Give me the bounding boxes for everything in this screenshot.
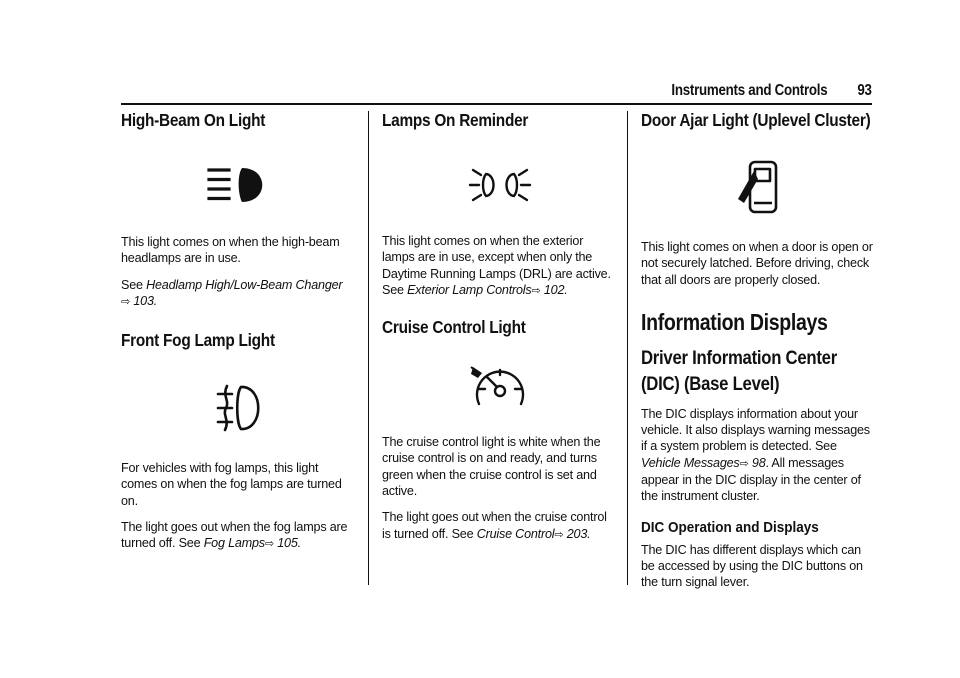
column-2: [382, 108, 618, 543]
door-ajar-description: This light comes on when a door is open or not securely latched. Before driving, check that all doors are properly closed.: [641, 240, 873, 287]
section-title: Instruments and Controls: [671, 82, 828, 99]
section-heading-fog-lamp: Front Fog Lamp Light: [121, 330, 275, 351]
section-heading-lamps-on: Lamps On Reminder: [382, 110, 529, 130]
dic-operation-description: The DIC has different displays which can be accessed by using the DIC buttons on the turn signal lever.: [641, 542, 863, 590]
cruise-control-icon: [382, 364, 618, 414]
high-beam-description: This light comes on when the high-beam headlamps are in use.: [121, 235, 340, 266]
column-1: [121, 108, 357, 553]
lamps-on-description: This light comes on when the exterior lamps are in use, except when only the Daytime Running Lamps (DRL) are active. See Exterior Lamp Controls⇨ 102.: [382, 234, 611, 297]
dic-description: The DIC displays information about your vehicle. It also displays warning messages if a system problem is detected. See Vehicle Messages⇨ 98. All messages appear in the DIC display in the center of the instrument cluster.: [641, 406, 870, 504]
column-divider: [627, 111, 628, 585]
cross-reference-link[interactable]: Cruise Control: [476, 526, 555, 541]
column-divider: [368, 111, 369, 585]
cruise-control-description: The cruise control light is white when the cruise control is on and ready, and turns green when the cruise control is set and active.: [382, 435, 601, 499]
cross-reference-link[interactable]: Exterior Lamp Controls: [407, 282, 532, 297]
fog-lamp-see-also: The light goes out when the fog lamps are turned off. See Fog Lamps⇨ 105.: [121, 520, 348, 551]
page-number: 93: [857, 82, 872, 99]
front-fog-lamp-icon: [121, 383, 357, 433]
fog-lamp-description: For vehicles with fog lamps, this light comes on when the fog lamps are turned on.: [121, 461, 342, 508]
door-ajar-icon: [641, 159, 877, 215]
section-heading-cruise-control: Cruise Control Light: [382, 317, 526, 338]
cross-reference-link[interactable]: Headlamp High/Low-Beam Changer: [146, 277, 343, 292]
section-heading-door-ajar: Door Ajar Light (Uplevel Cluster): [641, 110, 871, 130]
cross-reference-link[interactable]: Fog Lamps: [203, 536, 265, 551]
page-header: [646, 82, 872, 100]
section-heading-high-beam: High-Beam On Light: [121, 110, 266, 130]
column-3: [641, 108, 877, 591]
exterior-lamps-icon: [382, 165, 618, 205]
cross-reference-link[interactable]: Vehicle Messages: [641, 455, 740, 470]
subheading-dic-base: Driver Information Center (DIC) (Base Level): [641, 347, 837, 395]
section-heading-information-displays: Information Displays: [641, 308, 828, 335]
header-rule: [121, 103, 872, 105]
high-beam-icon: [121, 165, 357, 205]
high-beam-see-also: See Headlamp High/Low-Beam Changer ⇨ 103.: [121, 277, 343, 308]
subheading-dic-operation: DIC Operation and Displays: [641, 518, 819, 536]
cruise-control-see-also: The light goes out when the cruise control is turned off. See Cruise Control⇨ 203.: [382, 510, 607, 541]
